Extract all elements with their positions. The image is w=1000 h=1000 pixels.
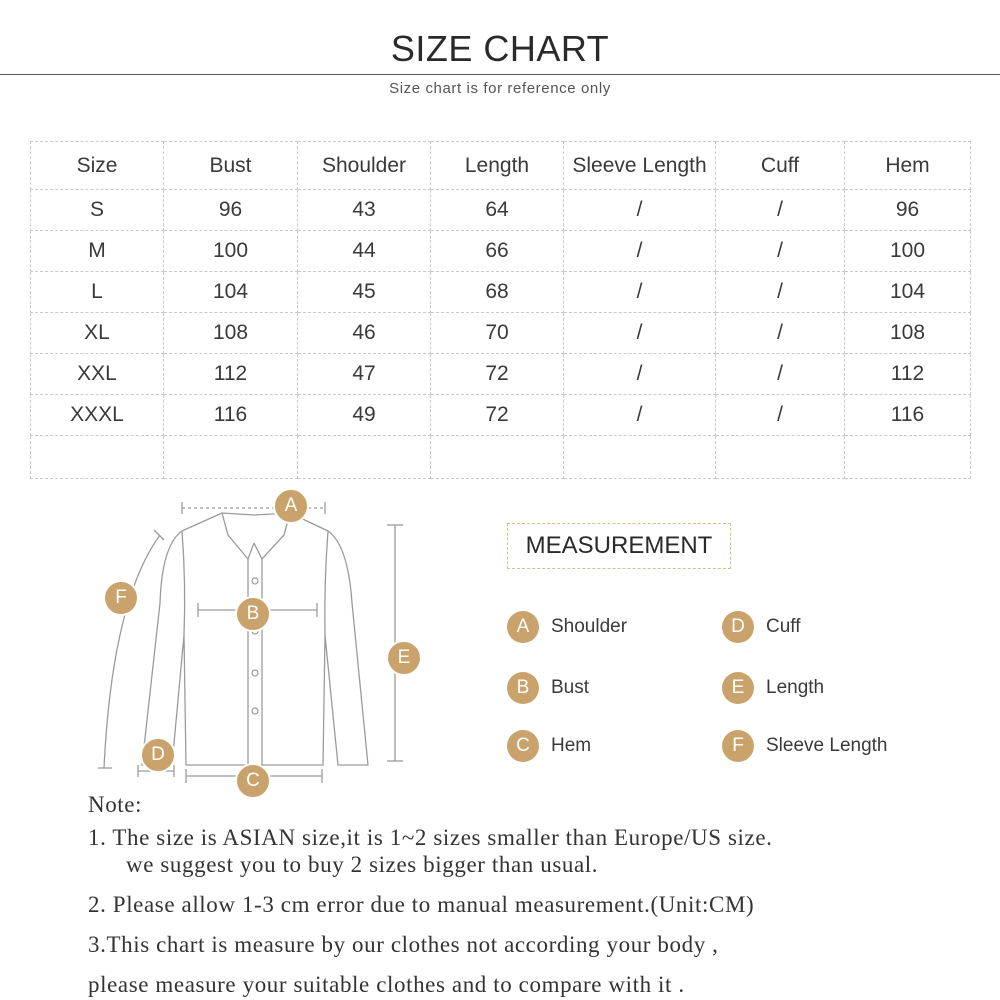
table-cell: / [564, 190, 716, 231]
marker-c: C [507, 730, 539, 762]
table-row [31, 354, 971, 395]
title-divider [0, 74, 1000, 75]
table-cell: S [31, 190, 164, 231]
legend-label: Shoulder [551, 616, 628, 637]
table-cell: 108 [845, 313, 971, 354]
table-cell: 47 [298, 354, 431, 395]
marker-f: F [103, 580, 139, 616]
table-cell: 72 [431, 354, 564, 395]
table-row [31, 231, 971, 272]
table-cell: / [564, 231, 716, 272]
table-cell: / [716, 354, 845, 395]
legend-item-length [722, 672, 824, 704]
marker-f: F [722, 730, 754, 762]
table-cell: / [716, 190, 845, 231]
note-line-2: 2. Please allow 1-3 cm error due to manual measurement.(Unit:CM) [88, 892, 755, 917]
marker-b: B [507, 672, 539, 704]
legend-item-bust [507, 672, 589, 704]
size-table [30, 141, 971, 479]
table-header-row [31, 142, 971, 190]
legend-label: Sleeve Length [766, 735, 888, 756]
table-cell: L [31, 272, 164, 313]
table-cell: / [716, 313, 845, 354]
column-header: Sleeve Length [564, 142, 716, 190]
table-cell: / [564, 313, 716, 354]
note-line-3: 3.This chart is measure by our clothes not according your body , [88, 932, 719, 957]
marker-a: A [273, 488, 309, 524]
table-cell: 44 [298, 231, 431, 272]
table-cell: XXXL [31, 395, 164, 436]
legend-item-shoulder [507, 611, 627, 643]
table-cell: 46 [298, 313, 431, 354]
table-cell: 112 [845, 354, 971, 395]
table-cell: 112 [164, 354, 298, 395]
legend-label: Hem [551, 735, 592, 756]
table-cell: 104 [845, 272, 971, 313]
table-cell: XL [31, 313, 164, 354]
table-cell: 100 [845, 231, 971, 272]
table-cell: 49 [298, 395, 431, 436]
table-cell: 66 [431, 231, 564, 272]
legend-item-cuff [722, 611, 801, 643]
table-cell: 96 [164, 190, 298, 231]
marker-d: D [722, 611, 754, 643]
table-row [31, 190, 971, 231]
marker-b: B [235, 596, 271, 632]
marker-e: E [386, 640, 422, 676]
table-cell: 96 [845, 190, 971, 231]
measurement-heading: MEASUREMENT [507, 523, 731, 569]
table-cell: 45 [298, 272, 431, 313]
notes-heading: Note: [88, 792, 143, 817]
legend-label: Bust [551, 677, 590, 698]
legend-item-sleeve-length [722, 730, 888, 762]
table-cell: / [564, 354, 716, 395]
table-row-empty [31, 436, 971, 479]
marker-d: D [140, 737, 176, 773]
table-row [31, 272, 971, 313]
marker-a: A [507, 611, 539, 643]
note-line-1-continued: we suggest you to buy 2 sizes bigger than usual. [126, 852, 599, 877]
legend-label: Length [766, 677, 825, 698]
column-header: Cuff [716, 142, 845, 190]
page-subtitle: Size chart is for reference only [389, 80, 611, 97]
note-line-4: please measure your suitable clothes and to compare with it . [88, 972, 685, 997]
table-row [31, 313, 971, 354]
column-header: Shoulder [298, 142, 431, 190]
marker-e: E [722, 672, 754, 704]
table-cell: / [716, 272, 845, 313]
table-cell: / [564, 272, 716, 313]
table-row [31, 395, 971, 436]
note-line-1: 1. The size is ASIAN size,it is 1~2 sizes smaller than Europe/US size. [88, 825, 773, 850]
marker-c: C [235, 763, 271, 799]
table-cell: 43 [298, 190, 431, 231]
table-cell: 116 [164, 395, 298, 436]
legend-label: Cuff [766, 616, 801, 637]
column-header: Length [431, 142, 564, 190]
table-cell: / [716, 231, 845, 272]
shirt-diagram [90, 483, 440, 803]
column-header: Size [31, 142, 164, 190]
page-title: SIZE CHART [390, 28, 610, 69]
column-header: Bust [164, 142, 298, 190]
table-cell: M [31, 231, 164, 272]
table-cell: 104 [164, 272, 298, 313]
table-cell: 68 [431, 272, 564, 313]
table-cell: 72 [431, 395, 564, 436]
table-cell: 108 [164, 313, 298, 354]
table-cell: 70 [431, 313, 564, 354]
table-cell: / [564, 395, 716, 436]
table-cell: 64 [431, 190, 564, 231]
table-cell: 100 [164, 231, 298, 272]
table-cell: 116 [845, 395, 971, 436]
table-cell: XXL [31, 354, 164, 395]
column-header: Hem [845, 142, 971, 190]
table-cell: / [716, 395, 845, 436]
legend-item-hem [507, 730, 591, 762]
